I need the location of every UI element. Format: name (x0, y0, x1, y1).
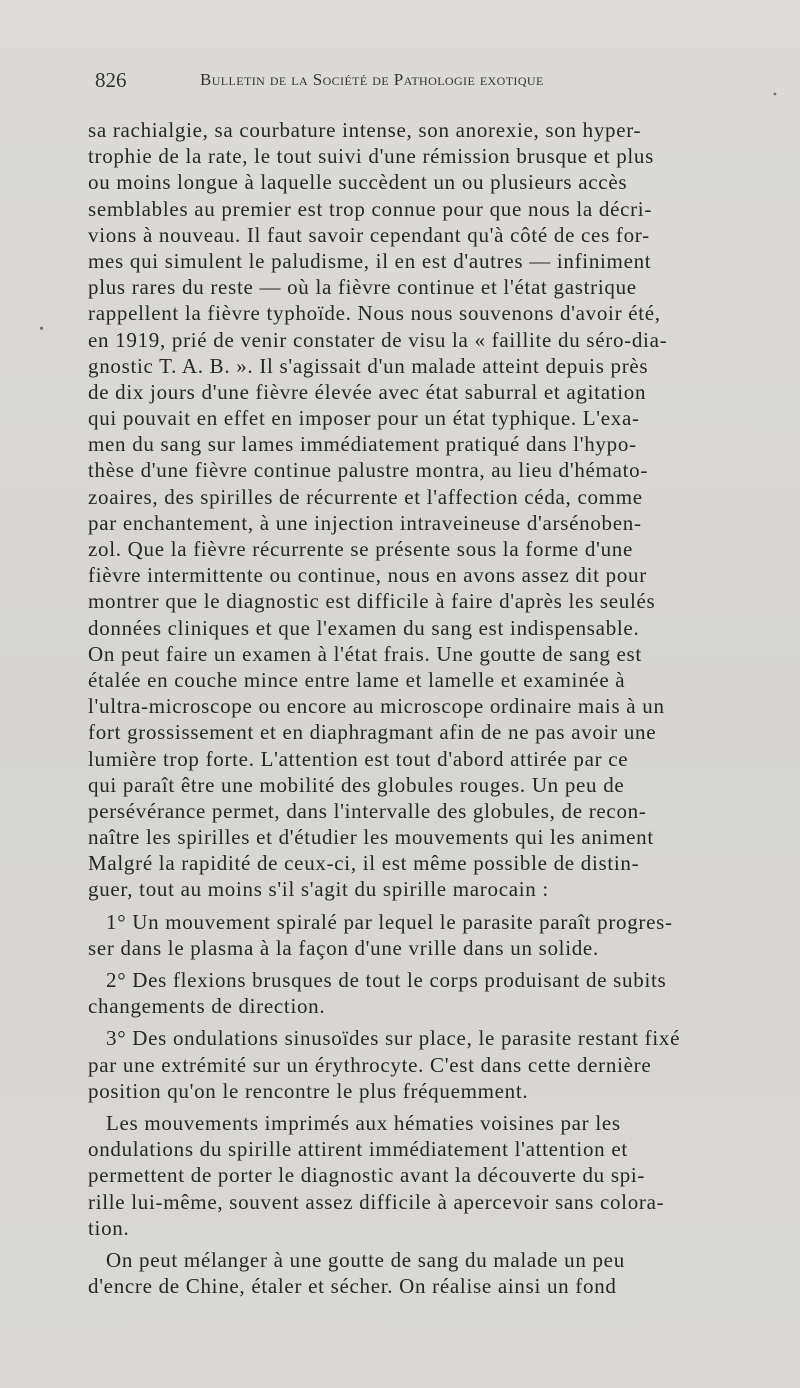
text-line: zoaires, des spirilles de récurrente et l'affection céda, comme (88, 484, 643, 509)
text-line: mes qui simulent le paludisme, il en est d'autres — infiniment (88, 248, 652, 273)
text-line: ondulations du spirille attirent immédiatement l'attention et (88, 1137, 628, 1162)
text-line: d'encre de Chine, étaler et sécher. On réalise ainsi un fond (88, 1274, 617, 1299)
paragraph (88, 1110, 756, 1241)
running-title: Bulletin de la Société de Pathologie exotique (200, 70, 544, 89)
text-line: position qu'on le rencontre le plus fréquemment. (88, 1078, 529, 1103)
text-line: On peut mélanger à une goutte de sang du malade un peu (106, 1247, 625, 1272)
text-line: rappellent la fièvre typhoïde. Nous nous souvenons d'avoir été, (88, 301, 661, 326)
text-line: thèse d'une fièvre continue palustre montra, au lieu d'hémato- (88, 458, 649, 483)
paragraph (88, 1247, 756, 1299)
text-line: trophie de la rate, le tout suivi d'une rémission brusque et plus (88, 144, 655, 169)
text-line: men du sang sur lames immédiatement pratiqué dans l'hypo- (88, 432, 637, 457)
paragraph (88, 909, 756, 961)
text-line: ou moins longue à laquelle succèdent un ou plusieurs accès (88, 170, 628, 195)
text-line: qui pouvait en effet en imposer pour un état typhique. L'exa- (88, 406, 640, 431)
text-line: qui paraît être une mobilité des globules rouges. Un peu de (88, 772, 625, 797)
page-number: 826 (95, 68, 127, 92)
margin-dot: • (38, 322, 46, 336)
margin-dot: • (772, 90, 778, 101)
text-line: fort grossissement et en diaphragmant afin de ne pas avoir une (88, 720, 657, 745)
text-line: On peut faire un examen à l'état frais. Une goutte de sang est (88, 641, 642, 666)
paragraph (88, 117, 756, 903)
text-line: 3° Des ondulations sinusoïdes sur place, le parasite restant fixé (106, 1026, 681, 1051)
text-line: Les mouvements imprimés aux hématies voisines par les (106, 1110, 621, 1135)
paragraph (88, 1025, 756, 1104)
text-line: permettent de porter le diagnostic avant la découverte du spi- (88, 1163, 646, 1188)
text-line: persévérance permet, dans l'intervalle des globules, de recon- (88, 798, 647, 823)
text-line: ser dans le plasma à la façon d'une vrille dans un solide. (88, 935, 599, 960)
text-line: données cliniques et que l'examen du sang est indispensable. (88, 615, 640, 640)
text-line: étalée en couche mince entre lame et lamelle et examinée à (88, 667, 626, 692)
text-line: rille lui-même, souvent assez difficile à apercevoir sans colora- (88, 1189, 665, 1214)
text-line: sa rachialgie, sa courbature intense, son anorexie, son hyper- (88, 118, 642, 142)
paragraph (88, 967, 756, 1019)
text-line: l'ultra-microscope ou encore au microscope ordinaire mais à un (88, 694, 665, 719)
text-line: 2° Des flexions brusques de tout le corps produisant de subits (106, 968, 667, 992)
text-line: fièvre intermittente ou continue, nous en avons assez dit pour (88, 563, 647, 588)
text-line: par une extrémité sur un érythrocyte. C'est dans cette dernière (88, 1052, 652, 1077)
text-line: semblables au premier est trop connue pour que nous la décri- (88, 196, 653, 221)
text-line: par enchantement, à une injection intraveineuse d'arsénoben- (88, 510, 642, 535)
text-line: vions à nouveau. Il faut savoir cependant qu'à côté de ces for- (88, 222, 650, 247)
page-header (95, 62, 735, 102)
text-line: en 1919, prié de venir constater de visu la « faillite du séro-dia- (88, 327, 668, 352)
text-line: de dix jours d'une fièvre élevée avec état saburral et agitation (88, 379, 647, 404)
text-line: tion. (88, 1215, 130, 1240)
text-line: changements de direction. (88, 994, 326, 1019)
text-line: zol. Que la fièvre récurrente se présente sous la forme d'une (88, 537, 634, 561)
body-text (88, 117, 756, 1299)
text-line: lumière trop forte. L'attention est tout d'abord attirée par ce (88, 746, 629, 771)
text-line: 1° Un mouvement spiralé par lequel le parasite paraît progres- (106, 909, 673, 934)
text-line: plus rares du reste — où la fièvre continue et l'état gastrique (88, 275, 637, 300)
text-line: gnostic T. A. B. ». Il s'agissait d'un malade atteint depuis près (88, 353, 649, 378)
text-line: montrer que le diagnostic est difficile à faire d'après les seulés (88, 589, 656, 614)
text-line: naître les spirilles et d'étudier les mouvements qui les animent (88, 825, 654, 850)
text-line: guer, tout au moins s'il s'agit du spirille marocain : (88, 877, 549, 902)
text-line: Malgré la rapidité de ceux-ci, il est même possible de distin- (88, 851, 640, 876)
